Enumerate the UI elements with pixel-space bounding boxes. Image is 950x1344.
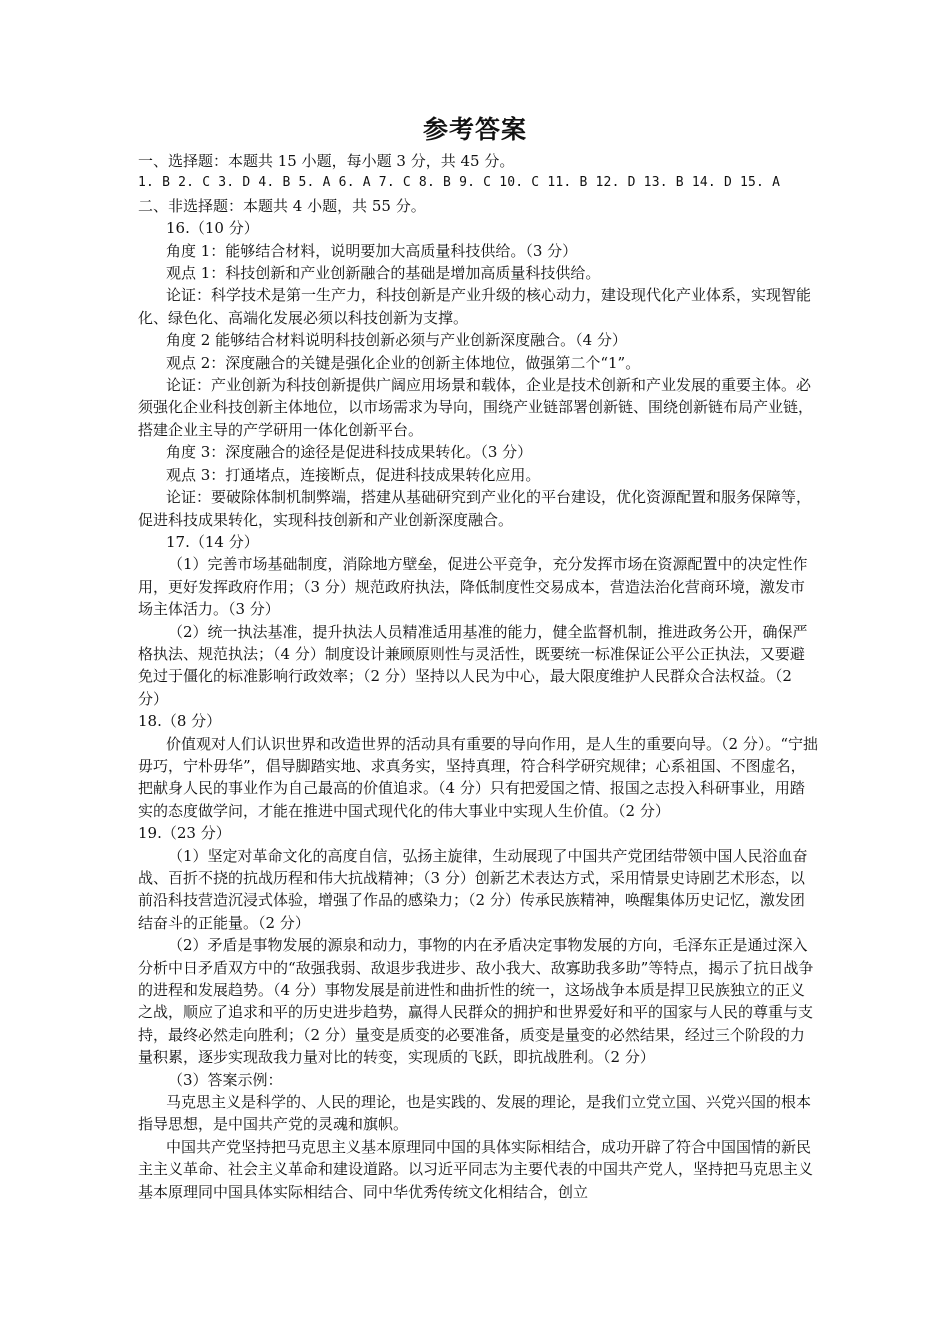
q19-header: 19.（23 分） [138, 824, 231, 843]
q17-header: 17.（14 分） [166, 532, 259, 551]
q16-view1: 观点 1：科技创新和产业创新融合的基础是增加高质量科技供给。 [166, 264, 601, 283]
document-body [138, 150, 818, 1203]
q19-part1: （1）坚定对革命文化的高度自信，弘扬主旋律，生动展现了中国共产党团结带领中国人民浴血奋战、百折不挠的抗战历程和伟大抗战精神；（3 分）创新艺术表达方式，采用情景史诗剧艺术形态，以前沿科技营造沉浸式体验，增强了作品的感染力；（2 分）传承民族精神，唤醒集体历史记忆，激发团结奋斗的正能量。（2 分） [138, 846, 808, 932]
q18-header: 18.（8 分） [138, 712, 222, 731]
q19-part2: （2）矛盾是事物发展的源泉和动力，事物的内在矛盾决定事物发展的方向，毛泽东正是通过深入分析中日矛盾双方中的“敌强我弱、敌退步我进步、敌小我大、敌寡助我多助”等特点，揭示了抗日战争的进程和发展趋势。（4 分）事物发展是前进性和曲折性的统一，这场战争本质是捍卫民族独立的正义之战，顺应了追求和平的历史进步趋势，赢得人民群众的拥护和世界爱好和平的国家与人民的尊重与支持，最终必然走向胜利；（2 分）量变是质变的必要准备，质变是量变的必然结果，经过三个阶段的力量积累，逐步实现敌我力量对比的转变，实现质的飞跃，即抗战胜利。（2 分） [138, 936, 814, 1067]
q16-view2: 观点 2：深度融合的关键是强化企业的创新主体地位，做强第二个“1”。 [166, 353, 641, 372]
q19-part3-label: （3）答案示例： [168, 1070, 283, 1089]
q17-part1: （1）完善市场基础制度，消除地方壁垒，促进公平竞争，充分发挥市场在资源配置中的决定性作用，更好发挥政府作用；（3 分）规范政府执法，降低制度性交易成本，营造法治化营商环境，激发市场主体活力。（3 分） [138, 555, 808, 619]
q16-angle2: 角度 2 能够结合材料说明科技创新必须与产业创新深度融合。（4 分） [166, 331, 627, 350]
q16-angle1: 角度 1：能够结合材料，说明要加大高质量科技供给。（3 分） [166, 241, 578, 260]
q17-part2: （2）统一执法基准，提升执法人员精准适用基准的能力，健全监督机制，推进政务公开，确保严格执法、规范执法；（4 分）制度设计兼顾原则性与灵活性，既要统一标准保证公平公正执法，又要避免过于僵化的标准影响行政效率；（2 分）坚持以人民为中心，最大限度维护人民群众合法权益。（2 分） [138, 622, 808, 708]
q19-example-para1: 马克思主义是科学的、人民的理论，也是实践的、发展的理论，是我们立党立国、兴党兴国的根本指导思想，是中国共产党的灵魂和旗帜。 [138, 1093, 812, 1134]
q16-view3: 观点 3：打通堵点，连接断点，促进科技成果转化应用。 [166, 465, 541, 484]
page-title: 参考答案 [422, 115, 527, 144]
choice-answers: 1. B 2. C 3. D 4. B 5. A 6. A 7. C 8. B 9. C 10. C 11. B 12. D 13. B 14. D 15. A [138, 175, 781, 191]
q18-answer: 价值观对人们认识世界和改造世界的活动具有重要的导向作用，是人生的重要向导。（2 分）。“宁拙毋巧，宁朴毋华”，倡导脚踏实地、求真务实，坚持真理，符合科学研究规律；心系祖国、不图虚名，把献身人民的事业作为自己最高的价值追求。（4 分）只有把爱国之情、报国之志投入科研事业，用踏实的态度做学问，才能在推进中国式现代化的伟大事业中实现人生价值。（2 分） [138, 734, 818, 820]
q19-example-para2: 中国共产党坚持把马克思主义基本原理同中国的具体实际相结合，成功开辟了符合中国国情的新民主主义革命、社会主义革命和建设道路。以习近平同志为主要代表的中国共产党人，坚持把马克思主义基本原理同中国具体实际相结合、同中华优秀传统文化相结合，创立 [138, 1137, 814, 1201]
q16-angle3: 角度 3：深度融合的途径是促进科技成果转化。（3 分） [166, 443, 533, 462]
q16-argument1: 论证：科学技术是第一生产力，科技创新是产业升级的核心动力，建设现代化产业体系，实现智能化、绿色化、高端化发展必须以科技创新为支撑。 [138, 286, 812, 327]
q16-argument2: 论证：产业创新为科技创新提供广阔应用场景和载体，企业是技术创新和产业发展的重要主体。必须强化企业科技创新主体地位，以市场需求为导向，围绕产业链部署创新链、围绕创新链布局产业链，搭建企业主导的产学研用一体化创新平台。 [138, 376, 814, 439]
q16-argument3: 论证：要破除体制机制弊端，搭建从基础研究到产业化的平台建设，优化资源配置和服务保障等，促进科技成果转化，实现科技创新和产业创新深度融合。 [138, 488, 812, 529]
q16-header: 16.（10 分） [166, 219, 259, 238]
section1-heading: 一、选择题：本题共 15 小题，每小题 3 分，共 45 分。 [138, 152, 515, 170]
section2-heading: 二、非选择题：本题共 4 小题，共 55 分。 [138, 196, 426, 215]
